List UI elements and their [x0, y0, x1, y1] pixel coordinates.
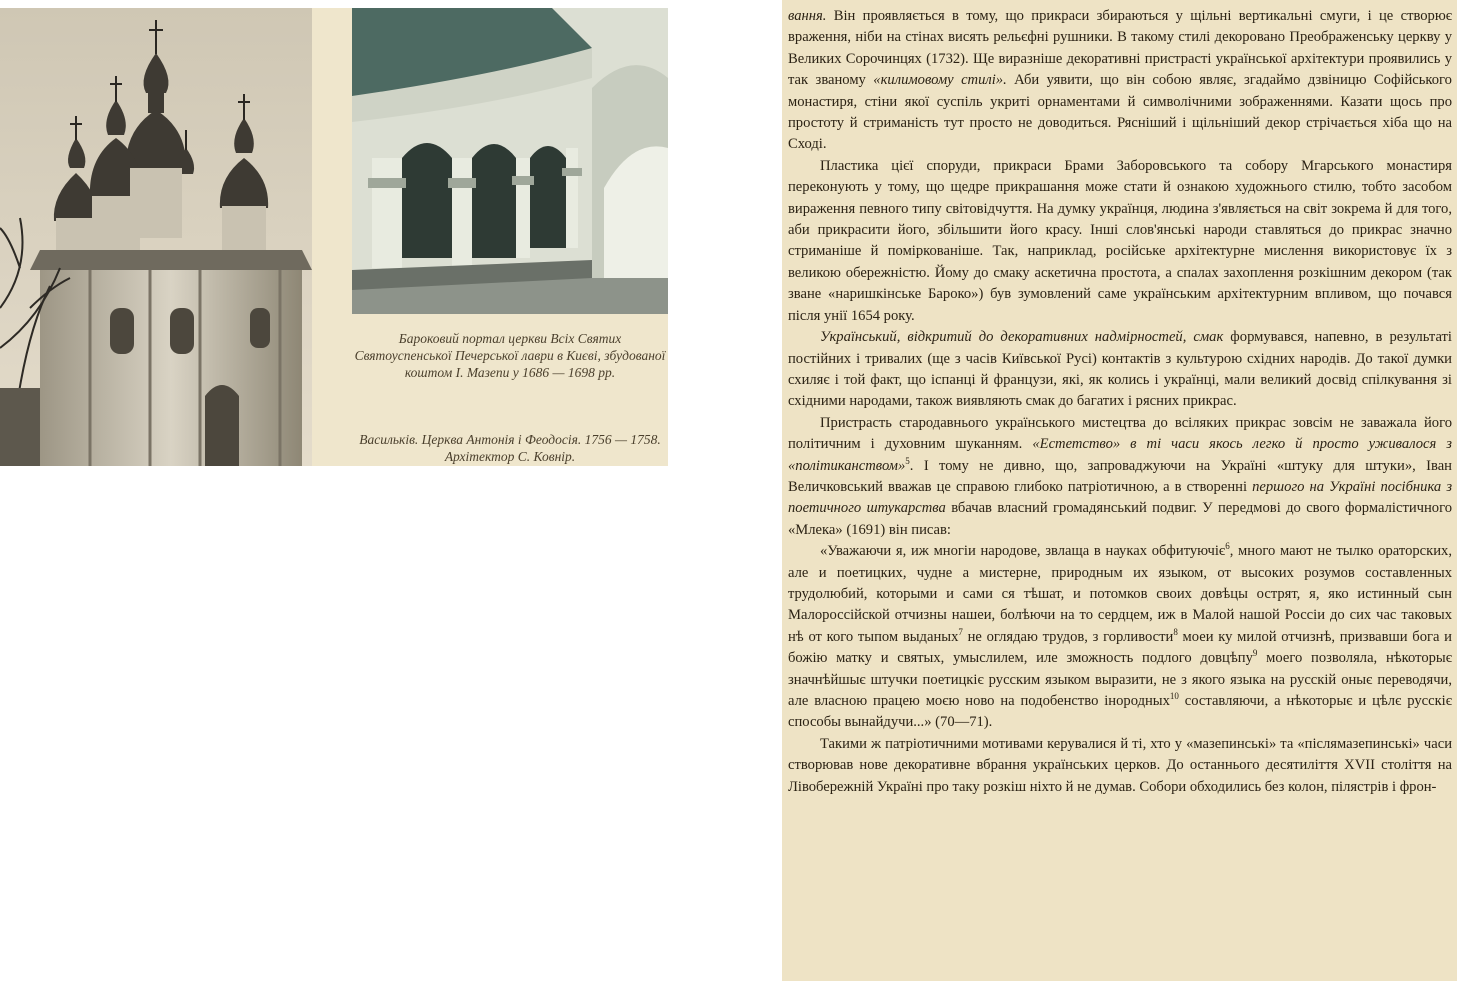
quote-part-b: , много мают не тылко ораторских, але и поетицких, чудне а мистерне, природным их языком, от высоких розумов составленных трудолюбий, которыми и сами ся тѣшат, и потомков своих довѣцы острят, я, яко истинный сын Малороссійской отчизны нашеи, болѣючи на то сердцем, иж в Малой нашой Россіи до сих час таковых нѣ от кого тыпом выданых: [788, 543, 1452, 645]
paragraph-1-text-2: Аби уявити, що він собою являє, згадаймо дзвіницю Софійського монастиря, стіни якої суспіль укриті орнаментами й символічними зображеннями. Казати щось про простоту й стриманість тут просто не доводиться. Рясніший і щільніший декор стрічається хіба що на Сході.: [788, 72, 1452, 153]
paragraph-5-quotation: [788, 541, 1452, 734]
text-column: [788, 6, 1452, 798]
paragraph-4: [788, 413, 1452, 541]
paragraph-1-text: Він проявляється в тому, що прикраси збираються у щільні вертикальні смуги, і це створює враження, ніби на стінах висять рельєфні рушники. В такому стилі декоровано Преображенську церкву у Великих Сорочинцях (1732). Ще виразніше декоративні пристрасті української архітектури проявились у так званому: [788, 8, 1452, 89]
portal-photo-image: [352, 8, 668, 314]
portal-photo: [352, 8, 668, 314]
footnote-7: 7: [958, 626, 963, 637]
footnote-5: 5: [905, 455, 910, 466]
paragraph-3-emphasis: Український, відкритий до декоративних надмірностей, смак: [820, 329, 1224, 346]
left-page-illustrations: [0, 8, 668, 466]
church-photo-image: [0, 8, 312, 466]
paragraph-2: Пластика цієї споруди, прикраси Брами Заборовського та собору Мгарського монастиря переконують у тому, що щедре прикрашання може стати й ознакою художнього стилю, тобто засобом вираження певного типу світовідчуття. На думку українця, людина з'являється на світ зокрема й для того, аби прикрасити його, збільшити його красу. Інші слов'янські народи ставляться до прикрас значно стриманіше й поміркованіше. Так, наприклад, російське архітектурне мислення використовує їх з великою обережністю. Йому до смаку аскетична простота, а спалах захоплення розкішним декором (так зване «наришкінське Бароко») був зумовлений саме українським архітектурним впливом, що почався після унії 1654 року.: [788, 157, 1452, 324]
footnote-8: 8: [1173, 626, 1178, 637]
caption-portal: Бароковий портал церкви Всіх Святих Святоуспенської Печерської лаври в Києві, збудованої коштом І. Мазепи у 1686 — 1698 рр.: [354, 331, 666, 380]
church-photo: [0, 8, 312, 466]
paragraph-4-quote: «Естетство» в ті часи якось легко й просто уживалося з «політиканством»: [788, 436, 1452, 474]
paragraph-1-continuation: вання.: [788, 8, 827, 24]
paragraph-6: Такими ж патріотичними мотивами керувалися й ті, хто у «мазепинські» та «післямазепинські» часи створював нове декоративне вбрання українських церков. До останнього десятиліття XVII століття на Лівобережній Україні про таку розкіш ніхто й не думав. Собори обходились без колон, пілястрів і фрон-: [788, 735, 1452, 795]
paragraph-4-text: Пристрасть стародавнього українського мистецтва до всіляких прикрас зовсім не заважала його політичним і духовним шуканням.: [788, 414, 1452, 453]
paragraph-4-emphasis: першого на Україні посібника з поетичного штукарства: [788, 478, 1453, 517]
quote-part-f: составляючи, а нѣкоторыє и цѣлє русскіє способы вынайдучи...» (70—71).: [788, 693, 1452, 731]
quote-part-a: «Уважаючи я, иж многіи народове, звлаща в науках обфитуючіє: [820, 543, 1226, 560]
paragraph-4-text-3: вбачав власний громадянський подвиг. У передмові до свого формалістичного «Млека» (1691) він писав:: [788, 500, 1452, 538]
paragraph-1: [788, 6, 1452, 156]
footnote-10: 10: [1169, 691, 1179, 702]
kylym-style-term: «килимовому стилі».: [873, 72, 1007, 89]
paragraph-3-text: формувався, напевно, в результаті постійних і тривалих (ще з часів Київської Русі) контактів з культурою східних народів. До такої думки схиляє і той факт, що іспанці й французи, які, як колись і українці, мали великий досвід спілкування зі східними народами, також виявляють смак до багатих і рясних прикрас.: [788, 329, 1452, 410]
paragraph-4-text-2: . І тому не дивно, що, запроваджуючи на Україні «штуку для штуки», Іван Величковський вважав це справою глибоко патріотичною, а в створенні: [788, 457, 1452, 495]
quote-part-c: не оглядаю трудов, з горливости: [962, 628, 1174, 645]
caption-vasylkiv: Васильків. Церква Антонія і Феодосія. 1756 — 1758. Архітектор С. Ковнір.: [359, 432, 661, 464]
quote-part-d: моеи ку милой отчизнѣ, призвавши бога и божію матку и святых, умыслилем, иле зможность подлого довцѣпу: [788, 628, 1452, 667]
right-page-text: [782, 0, 1457, 981]
footnote-6: 6: [1225, 541, 1230, 552]
paragraph-3: [788, 327, 1452, 413]
quote-part-e: моего позволяла, нѣкоторыє значнѣйшыє штучки поетицкіє русским языком выразити, не з якого языка на русскій оныє переводячи, але власною працею моєю ново на подобенство інородных: [788, 650, 1452, 709]
footnote-9: 9: [1252, 648, 1258, 659]
